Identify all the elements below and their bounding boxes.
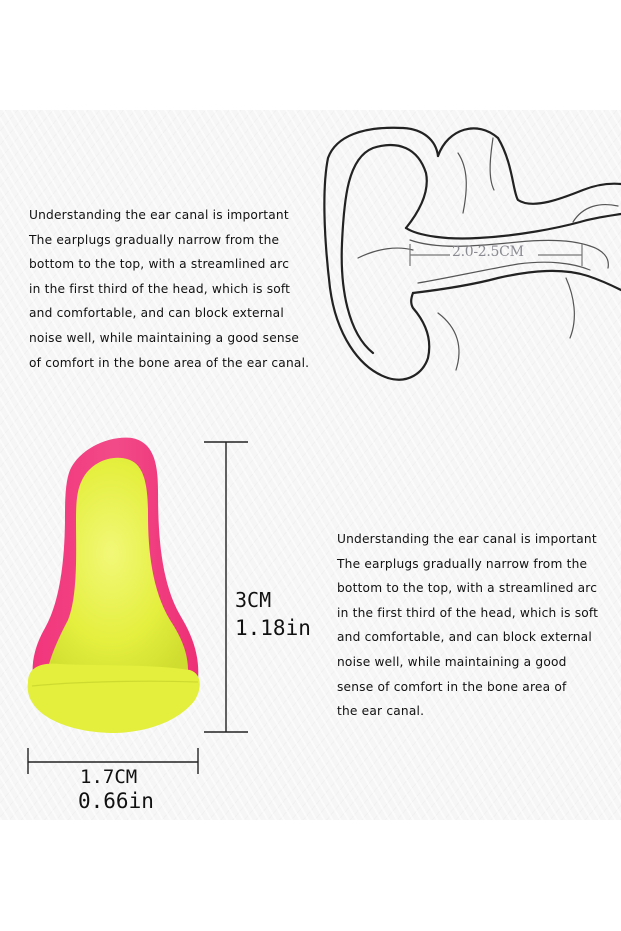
- ear-lobe-edge: [388, 293, 429, 380]
- ear-canal-length-label: 2.0-2.5CM: [452, 244, 524, 260]
- earplug-image: [20, 430, 210, 750]
- width-metric-label: 1.7CM: [80, 766, 138, 788]
- earplug-base: [28, 664, 200, 733]
- description-line: the ear canal.: [337, 704, 425, 719]
- description-line: noise well, while maintaining a good sense: [29, 330, 300, 345]
- description-line: bottom to the top, with a streamlined arc: [337, 581, 598, 596]
- canal-upper-wall: [406, 214, 621, 239]
- description-line: in the first third of the head, which is soft: [337, 605, 599, 620]
- description-line: sense of comfort in the bone area of: [337, 679, 567, 694]
- description-line: and comfortable, and can block external: [337, 630, 592, 645]
- height-dimension-line: [200, 436, 256, 736]
- width-imperial-label: 0.66in: [78, 789, 154, 813]
- description-line: Understanding the ear canal is important: [29, 208, 289, 222]
- description-bottom: [337, 527, 598, 724]
- description-line: Understanding the ear canal is important: [337, 532, 597, 546]
- description-line: bottom to the top, with a streamlined arc: [29, 257, 290, 272]
- description-top: [29, 203, 309, 375]
- description-line: of comfort in the bone area of the ear canal.: [29, 355, 310, 370]
- canal-lower-wall: [413, 271, 621, 293]
- description-line: The earplugs gradually narrow from the: [29, 232, 280, 247]
- height-metric-label: 3CM: [235, 588, 272, 612]
- description-line: and comfortable, and can block external: [29, 306, 284, 321]
- description-line: The earplugs gradually narrow from the: [337, 556, 588, 571]
- description-line: noise well, while maintaining a good: [337, 654, 567, 669]
- height-imperial-label: 1.18in: [235, 616, 311, 640]
- description-line: in the first third of the head, which is soft: [29, 281, 291, 296]
